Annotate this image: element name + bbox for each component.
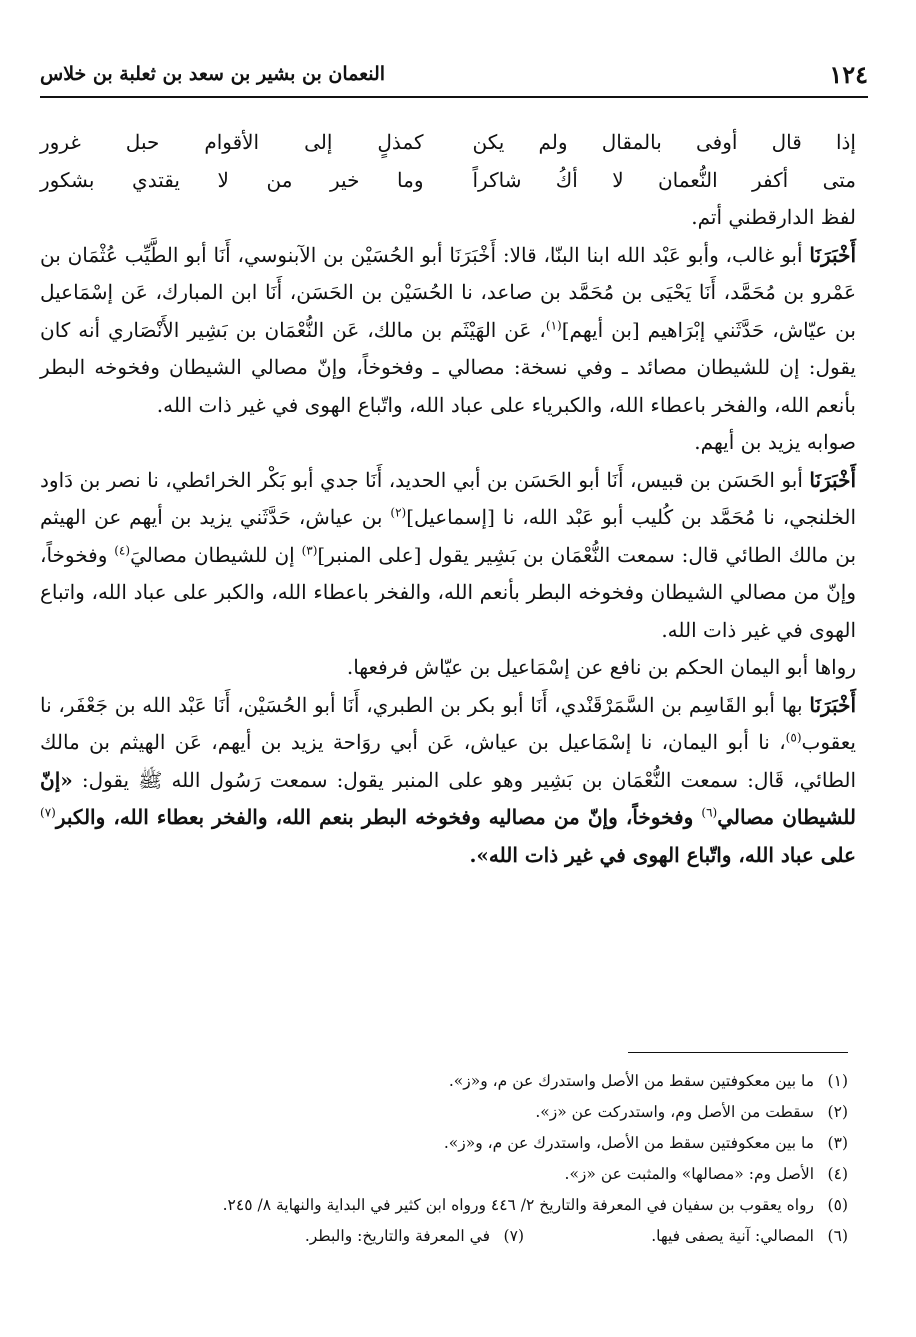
paragraph-3	[40, 687, 856, 875]
footnote-text: في المعرفة والتاريخ: والبطر.	[304, 1227, 490, 1245]
footnote-2	[60, 1097, 848, 1128]
footnote-ref[interactable]: (١)	[545, 317, 562, 332]
poem-line-1	[40, 124, 856, 162]
paragraph-2	[40, 462, 856, 650]
footnotes	[60, 1066, 848, 1252]
running-header	[40, 54, 868, 94]
paragraph-rawaha: رواها أبو اليمان الحكم بن نافع عن إسْمَاعيل بن عيّاش فرفعها.	[346, 655, 856, 679]
text-run: أبو الحَسَن بن قبيس، أَنَا أبو الحَسَن بن أبي الحديد، أَنَا جدي أبو بَكْر الخرائطي، نا نصر بن دَاود الخلنجي، نا مُحَمَّد بن كُليب أبو عَبْد الله، نا [إسماعيل]	[40, 467, 856, 529]
footnote-number: (٥)	[827, 1196, 848, 1214]
hemistich-1: إذا قال أوفى بالمقال ولم يكن	[472, 130, 856, 154]
hemistich-2: كمذلٍ إلى الأقوام حبل غرور	[40, 130, 424, 154]
text-run: إن للشيطان مصاليَ	[130, 542, 302, 567]
footnote-4	[60, 1159, 848, 1190]
footnote-number: (٣)	[827, 1134, 848, 1152]
footnote-text: الأصل وم: «مصالها» والمثبت عن «ز».	[564, 1165, 814, 1183]
footnote-5	[60, 1190, 848, 1221]
paragraph-lafz: لفظ الدارقطني أتم.	[691, 205, 856, 229]
footnote-text: رواه يعقوب بن سفيان في المعرفة والتاريخ ٢/ ٤٤٦ ورواه ابن كثير في البداية والنهاية ٨/ ٢٤٥.	[222, 1196, 814, 1214]
footnote-ref[interactable]: (٧)	[40, 805, 56, 820]
hadith-text: وفخوخاً، وإنّ من مصاليه وفخوخه البطر بنعم الله، والفخر بعطاء الله، والكبر	[55, 805, 702, 829]
text-run: أبو غالب، وأبو عَبْد الله ابنا البنّا، قالا: أَخْبَرَنَا أبو الحُسَيْن بن الآبنوسي، أَنَا أبو الطَّيِّب عُثْمَان بن عَمْرو بن مُحَمَّد، أَنَا يَحْيَى بن مُحَمَّد بن صاعد، نا الحُسَيْن بن الحَسَن، أَنَا ابن المبارك، عَن إسْمَاعيل بن عيّاش، حَدَّثَني إبْرَاهيم [بن أيهم]	[40, 242, 857, 342]
text-run: ، عَن الهَيْثَم بن مالك، عَن النُّعْمَان بن بَشِير الأَنْصَاري أنه كان يقول: إن للشيطان مصائد ـ وفي نسخة: مصالي ـ وفخوخاً، وإنّ مصالي الشيطان وفخوخه البطر بأنعم الله، والفخر باعطاء الله، والكبرياء على عباد الله، واتّباع الهوى في غير ذات الله.	[40, 317, 856, 417]
footnote-ref[interactable]: (٦)	[701, 805, 718, 820]
footnote-number: (٤)	[827, 1165, 848, 1183]
text-run: بها أبو القَاسِم بن السَّمَرْقَنْدي، أَنَا أبو بكر بن الطبري، أَنَا أبو الحُسَيْن، أَنَا عَبْد الله بن جَعْفَر، نا يعقوب	[40, 692, 856, 754]
paragraph-sawab: صوابه يزيد بن أيهم.	[694, 430, 856, 454]
footnote-text: ما بين معكوفتين سقط من الأصل واستدرك عن م، و«ز».	[448, 1072, 814, 1090]
footnote-ref[interactable]: (٢)	[390, 505, 407, 520]
akhbarana-lead: أَخْبَرَنَا	[809, 692, 856, 717]
hadith-text: على عباد الله، واتّباع الهوى في غير ذات الله».	[469, 842, 856, 867]
footnote-number: (١)	[827, 1072, 848, 1090]
footnote-6-7	[60, 1221, 848, 1252]
hemistich-1: متى أكفر النُّعمان لا أكُ شاكراً	[472, 167, 856, 192]
footnote-number: (٢)	[827, 1103, 848, 1121]
text-run: بن عياش، حَدَّثَني يزيد بن أيهم عن الهيثم بن مالك الطائي قال: سمعت النُّعْمَان بن بَشِير يقول [على المنبر]	[40, 505, 857, 567]
footnote-number: (٧)	[503, 1227, 524, 1245]
hemistich-2: وما خير من لا يقتدي بشكور	[40, 167, 424, 192]
poem-line-2	[40, 162, 856, 200]
text-run: ، نا أبو اليمان، نا إسْمَاعيل بن عياش، عَن أبي روَاحة يزيد بن أيهم، عَن الهيثم بن مالك الطائي، قَال: سمعت النُّعْمَان بن بَشِير وهو على المنبر يقول: سمعت رَسُول الله ﷺ يقول:	[40, 730, 856, 792]
footnote-text: ما بين معكوفتين سقط من الأصل، واستدرك عن م، و«ز».	[443, 1134, 814, 1152]
footnote-rule	[628, 1052, 848, 1053]
main-text	[40, 124, 856, 874]
footnote-number: (٦)	[827, 1227, 848, 1245]
running-title: النعمان بن بشير بن سعد بن ثعلبة بن خلاس	[40, 63, 386, 85]
text-run: وفخوخاً، وإنّ من مصالي الشيطان وفخوخه البطر بأنعم الله، والفخر باعطاء الله، والكبر على عباد الله، واتباع الهوى في غير ذات الله.	[40, 542, 856, 642]
footnote-text: سقطت من الأصل وم، واستدركت عن «ز».	[535, 1103, 814, 1121]
footnote-ref[interactable]: (٥)	[785, 730, 802, 745]
akhbarana-lead: أَخْبَرَنَا	[809, 467, 856, 492]
footnote-text: المصالي: آنية يصفى فيها.	[651, 1227, 814, 1245]
akhbarana-lead: أَخْبَرَنَا	[809, 242, 856, 267]
footnote-1	[60, 1066, 848, 1097]
footnote-ref[interactable]: (٣)	[301, 542, 318, 557]
page-number: ١٢٤	[829, 59, 868, 89]
footnote-3	[60, 1128, 848, 1159]
footnote-ref[interactable]: (٤)	[114, 542, 131, 557]
header-rule	[40, 96, 868, 98]
hadith-text: «إنّ للشيطان مصالي	[40, 767, 857, 829]
paragraph-1	[40, 237, 856, 425]
